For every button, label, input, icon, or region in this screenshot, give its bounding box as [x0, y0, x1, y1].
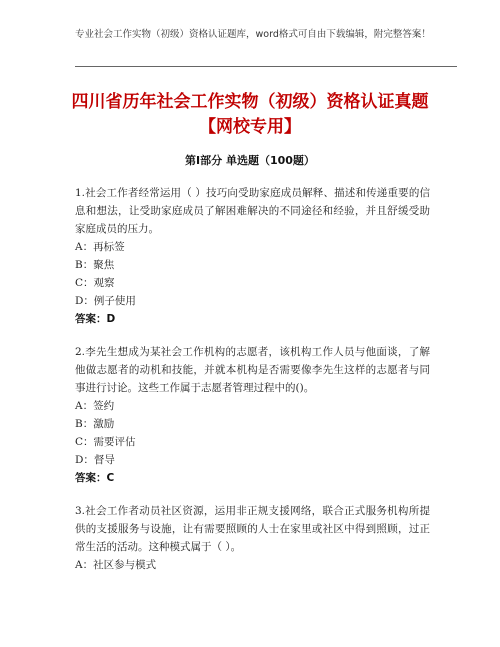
- part-heading: 第Ⅰ部分 单选题（100题）: [185, 154, 315, 167]
- option-d: D：例子使用: [75, 295, 136, 307]
- answer: 答案：D: [75, 313, 116, 325]
- option-c: C：观察: [75, 277, 115, 289]
- option-b: B：聚焦: [75, 259, 115, 271]
- option-b: B：激励: [75, 418, 115, 430]
- header-divider: [75, 66, 457, 67]
- question-text: 3.社会工作者动员社区资源，运用非正规支援网络，联合正式服务机构所提供的支援服务与设施，让有需要照顾的人士在家里或社区中得到照顾，过正常生活的活动。这种模式属于（ ）。: [75, 505, 430, 553]
- option-c: C：需要评估: [75, 436, 136, 448]
- question-1: [75, 184, 430, 328]
- option-a: A：再标签: [75, 241, 125, 253]
- header-note: 专业社会工作实物（初级）资格认证题库，word格式可自由下载编辑，附完整答案！: [75, 29, 431, 40]
- question-list: [75, 184, 430, 589]
- question-text: 2.李先生想成为某社会工作机构的志愿者，该机构工作人员与他面谈，了解他做志愿者的动机和技能，并就本机构是否需要像李先生这样的志愿者与同事进行讨论。这些工作属于志愿者管理过程中的()。: [75, 346, 430, 394]
- answer: 答案：C: [75, 472, 115, 484]
- document-title: 四川省历年社会工作实物（初级）资格认证真题【网校专用】: [71, 92, 429, 137]
- question-2: [75, 343, 430, 487]
- option-d: D：督导: [75, 454, 115, 466]
- option-a: A：签约: [75, 400, 115, 412]
- option-a: A：社区参与模式: [75, 559, 157, 571]
- question-3: [75, 502, 430, 574]
- question-text: 1.社会工作者经常运用（ ）技巧向受助家庭成员解释、描述和传递重要的信息和想法，让受助家庭成员了解困难解决的不同途径和经验，并且舒缓受助家庭成员的压力。: [75, 187, 430, 235]
